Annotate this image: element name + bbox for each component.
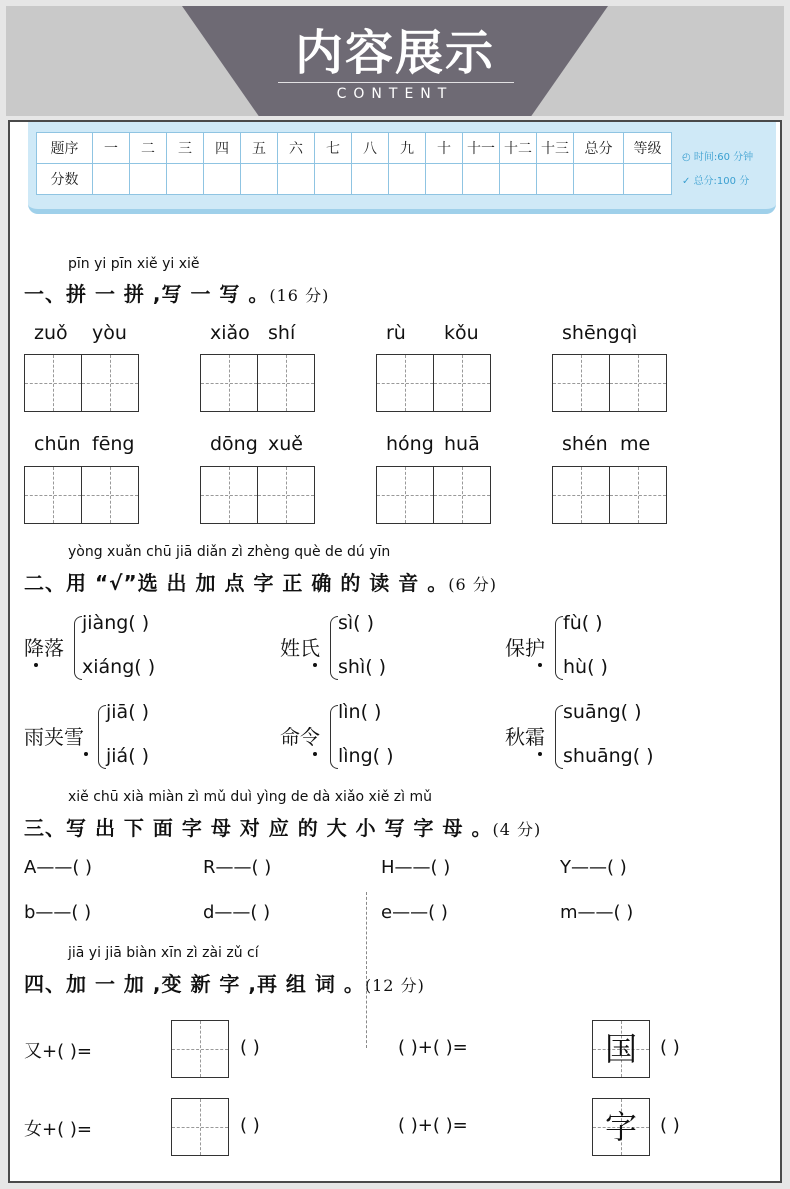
sec2-word-text: 姓氏 <box>280 636 320 660</box>
score-header-cell: 十二 <box>500 133 537 164</box>
score-input-cell[interactable] <box>315 164 352 195</box>
brace <box>330 705 338 769</box>
sec1-writing-grid[interactable] <box>24 466 139 524</box>
sec3-pinyin: xiě chū xià miàn zì mǔ duì yìng de dà xiǎo xiě zì mǔ <box>68 789 432 805</box>
sec4-pinyin: jiā yi jiā biàn xīn zì zài zǔ cí <box>68 945 259 961</box>
sec4-char-1: 国 <box>604 1030 637 1068</box>
sec1-writing-grid[interactable] <box>376 354 491 412</box>
sec2-option[interactable]: suāng( ) <box>563 701 642 723</box>
sec2-option[interactable]: xiáng( ) <box>82 656 156 678</box>
sec3-letter-item[interactable]: m——( ) <box>560 902 634 923</box>
score-input-cell[interactable] <box>389 164 426 195</box>
score-header-cell: 九 <box>389 133 426 164</box>
emphasis-dot <box>84 752 88 756</box>
sec1-pinyin-a: rù <box>386 322 406 344</box>
time-text: 时间:60 分钟 <box>693 152 754 163</box>
score-header-cell: 十 <box>426 133 463 164</box>
sec3-points: (4 分) <box>492 820 542 839</box>
sec1-pinyin-a: zuǒ <box>34 322 68 344</box>
score-header-cell: 七 <box>315 133 352 164</box>
score-input-cell[interactable] <box>426 164 463 195</box>
sec1-pinyin-a: xiǎo <box>210 322 250 344</box>
sec2-word-text: 雨夹雪 <box>24 725 84 749</box>
score-header-cell: 二 <box>130 133 167 164</box>
score-header-cell: 总分 <box>574 133 624 164</box>
sec1-pinyin-b: yòu <box>92 322 127 344</box>
sec2-option[interactable]: jiá( ) <box>106 745 150 767</box>
score-header-cell: 三 <box>167 133 204 164</box>
brace <box>330 616 338 680</box>
score-input-cell[interactable] <box>130 164 167 195</box>
sec1-writing-grid[interactable] <box>552 354 667 412</box>
sec1-pinyin-b: huā <box>444 433 480 455</box>
score-header-cell: 四 <box>204 133 241 164</box>
sec3-letter-item[interactable]: d——( ) <box>203 902 271 923</box>
score-input-cell[interactable] <box>204 164 241 195</box>
sec1-pinyin-a: shén <box>562 433 608 455</box>
sec4-word-paren-1: ( ) <box>240 1037 260 1058</box>
sec2-option[interactable]: shì( ) <box>338 656 387 678</box>
sec2-option[interactable]: lìng( ) <box>338 745 394 767</box>
sec2-heading <box>24 567 497 596</box>
score-value-row <box>37 164 672 195</box>
sec4-word-paren-2: ( ) <box>240 1115 260 1136</box>
sec3-heading <box>24 812 541 841</box>
emphasis-dot <box>538 663 542 667</box>
score-input-cell[interactable] <box>93 164 130 195</box>
brace <box>555 616 563 680</box>
sec2-option[interactable]: shuāng( ) <box>563 745 654 767</box>
score-input-cell[interactable] <box>574 164 624 195</box>
score-header-cell: 十三 <box>537 133 574 164</box>
sec3-letter-item[interactable]: Y——( ) <box>560 857 627 878</box>
sec2-word <box>24 721 84 750</box>
sec4-left-eq-2: 女+( )= <box>24 1119 92 1140</box>
sec1-pinyin-b: qì <box>620 322 638 344</box>
sec4-right-eq-2: ( )+( )= <box>398 1115 468 1136</box>
sec1-pinyin-a: hóng <box>386 433 434 455</box>
column-divider <box>366 892 367 1048</box>
sec2-points: (6 分) <box>448 575 497 594</box>
time-limit: ◴ 时间:60 分钟 <box>682 152 754 163</box>
sec4-right-eq-1: ( )+( )= <box>398 1037 468 1058</box>
score-input-cell[interactable] <box>537 164 574 195</box>
score-panel <box>28 122 776 214</box>
score-input-cell[interactable] <box>167 164 204 195</box>
sec2-word <box>280 721 320 750</box>
sec4-char-box-1 <box>592 1020 650 1078</box>
sec2-word <box>505 632 545 661</box>
emphasis-dot <box>538 752 542 756</box>
score-header-row <box>37 133 672 164</box>
brace <box>98 705 106 769</box>
sec1-pinyin-a: dōng <box>210 433 258 455</box>
sec4-answer-box-2[interactable] <box>171 1098 229 1156</box>
sec2-option[interactable]: jiàng( ) <box>82 612 150 634</box>
score-input-cell[interactable] <box>352 164 389 195</box>
sec4-char-2: 字 <box>604 1108 637 1146</box>
brace <box>555 705 563 769</box>
sec2-word <box>505 721 545 750</box>
sec2-word-text: 命令 <box>280 725 320 749</box>
score-input-cell[interactable] <box>500 164 537 195</box>
sec1-title: 一、拼 一 拼 ,写 一 写 。 <box>24 282 270 306</box>
score-row-label: 分数 <box>37 164 93 195</box>
sec4-title: 四、加 一 加 ,变 新 字 ,再 组 词 。 <box>24 972 365 996</box>
sec4-word-paren-3: ( ) <box>660 1037 680 1058</box>
emphasis-dot <box>34 663 38 667</box>
score-input-cell[interactable] <box>278 164 315 195</box>
score-header-cell: 五 <box>241 133 278 164</box>
score-header-cell: 六 <box>278 133 315 164</box>
banner-divider <box>278 82 514 83</box>
sec1-pinyin-a: chūn <box>34 433 81 455</box>
sec3-letter-item[interactable]: A——( ) <box>24 857 93 878</box>
sec1-pinyin-a: shēng <box>562 322 620 344</box>
sec1-points: (16 分) <box>269 286 330 305</box>
sec4-heading <box>24 968 425 997</box>
score-input-cell[interactable] <box>241 164 278 195</box>
score-input-cell[interactable] <box>463 164 500 195</box>
sec2-word <box>24 632 64 661</box>
emphasis-dot <box>313 752 317 756</box>
sec4-left-eq-1: 又+( )= <box>24 1041 92 1062</box>
score-header-cell: 等级 <box>624 133 672 164</box>
score-header-cell: 八 <box>352 133 389 164</box>
total-score: ✓ 总分:100 分 <box>682 176 750 187</box>
sec1-writing-grid[interactable] <box>200 466 315 524</box>
sec4-char-box-2 <box>592 1098 650 1156</box>
sec4-word-paren-4: ( ) <box>660 1115 680 1136</box>
score-header-cell: 题序 <box>37 133 93 164</box>
sec3-letter-item[interactable]: e——( ) <box>381 902 448 923</box>
score-header-cell: 一 <box>93 133 130 164</box>
score-header-cell: 十一 <box>463 133 500 164</box>
sec2-option[interactable]: fù( ) <box>563 612 603 634</box>
score-input-cell[interactable] <box>624 164 672 195</box>
sec1-pinyin-b: kǒu <box>444 322 479 344</box>
sec1-writing-grid[interactable] <box>376 466 491 524</box>
sec2-word-text: 秋霜 <box>505 725 545 749</box>
sec1-heading <box>24 278 329 307</box>
sec2-option[interactable]: sì( ) <box>338 612 375 634</box>
sec2-option[interactable]: hù( ) <box>563 656 608 678</box>
sec2-pinyin: yòng xuǎn chū jiā diǎn zì zhèng què de dú yīn <box>68 544 391 560</box>
sec4-points: (12 分) <box>364 976 425 995</box>
sec3-letter-item[interactable]: H——( ) <box>381 857 451 878</box>
sec1-pinyin-b: shí <box>268 322 296 344</box>
score-table <box>36 132 672 195</box>
sec2-word <box>280 632 320 661</box>
sec3-letter-item[interactable]: R——( ) <box>203 857 272 878</box>
sec1-writing-grid[interactable] <box>552 466 667 524</box>
emphasis-dot <box>313 663 317 667</box>
sec1-writing-grid[interactable] <box>24 354 139 412</box>
sec1-writing-grid[interactable] <box>200 354 315 412</box>
sec2-option[interactable]: jiā( ) <box>106 701 150 723</box>
sec1-pinyin-b: fēng <box>92 433 135 455</box>
total-text: 总分:100 分 <box>693 176 750 187</box>
sec3-letter-item[interactable]: b——( ) <box>24 902 92 923</box>
sec1-pinyin-b: me <box>620 433 651 455</box>
banner-title: 内容展示 <box>294 25 495 81</box>
brace <box>74 616 82 680</box>
sec2-title: 二、用 “√”选 出 加 点 字 正 确 的 读 音 。 <box>24 571 449 595</box>
sec1-pinyin: pīn yi pīn xiě yi xiě <box>68 256 200 272</box>
sec4-answer-box-1[interactable] <box>171 1020 229 1078</box>
sec1-pinyin-b: xuě <box>268 433 303 455</box>
sec2-word-text: 降落 <box>24 636 64 660</box>
banner-subtitle: CONTENT <box>336 86 454 102</box>
sec3-title: 三、写 出 下 面 字 母 对 应 的 大 小 写 字 母 。 <box>24 816 493 840</box>
sec2-word-text: 保护 <box>505 636 545 660</box>
sec2-option[interactable]: lìn( ) <box>338 701 382 723</box>
